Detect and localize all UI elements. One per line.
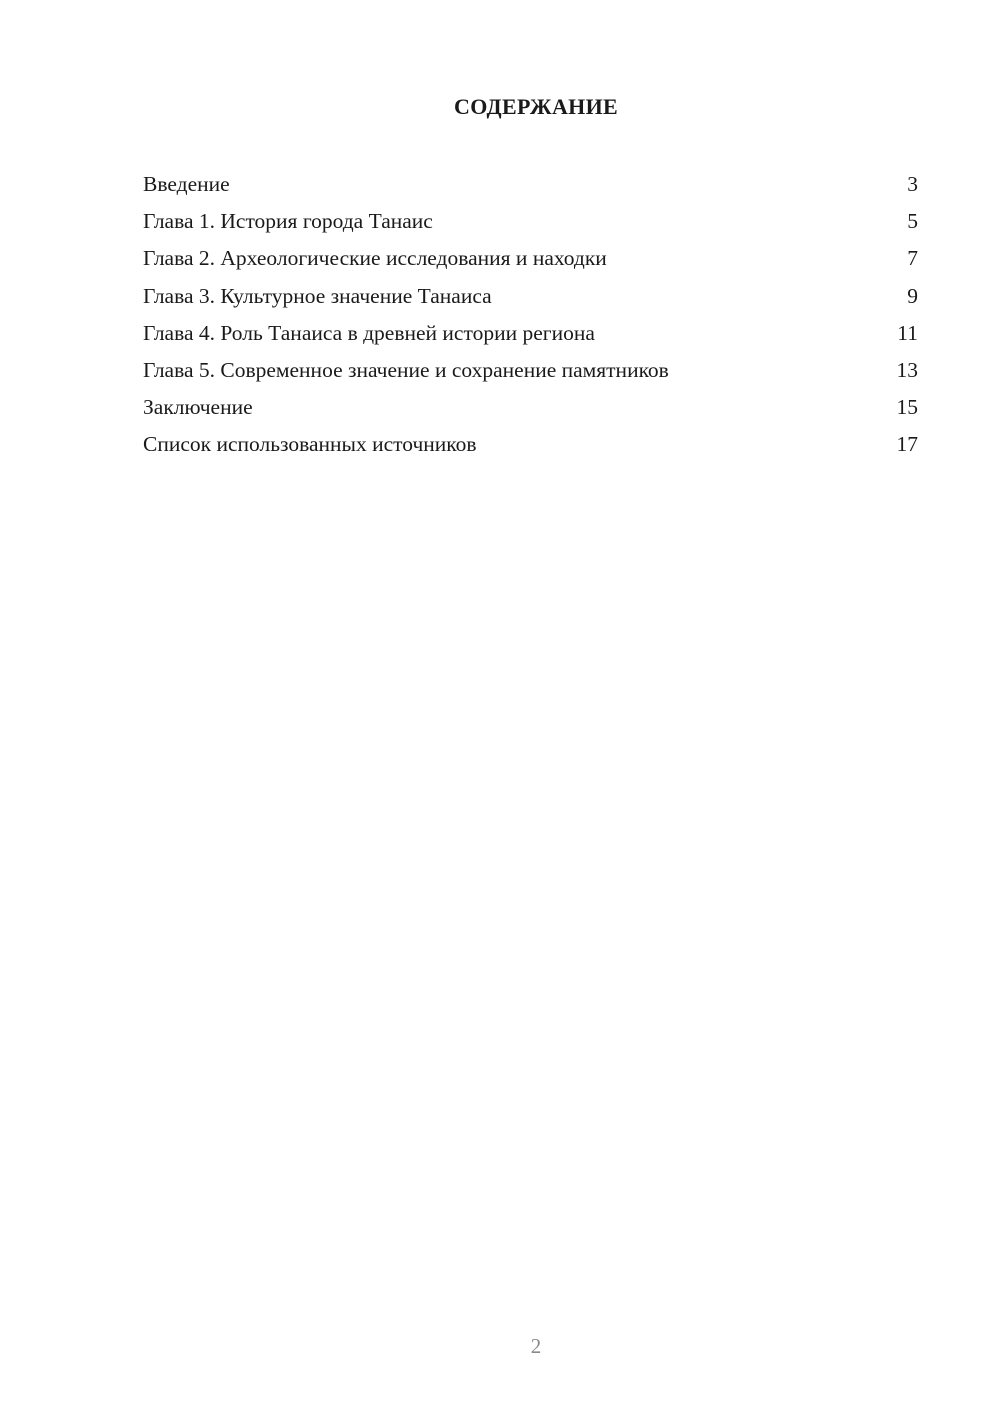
toc-entry-page: 11	[897, 320, 918, 345]
page-number: 2	[530, 1334, 542, 1358]
toc-entry-chapter-3	[143, 281, 918, 318]
toc-entry-label: Список использованных источников	[143, 432, 477, 457]
toc-entry-label: Глава 1. История города Танаис	[143, 209, 433, 234]
toc-entry-page: 5	[907, 209, 918, 234]
toc-entry-introduction	[143, 169, 918, 206]
toc-entry-page: 13	[896, 357, 918, 382]
toc-entry-label: Глава 5. Современное значение и сохранение памятников	[143, 357, 669, 382]
page-title: СОДЕРЖАНИЕ	[454, 94, 618, 119]
toc-entry-chapter-1	[143, 206, 918, 243]
toc-entry-chapter-5	[143, 355, 918, 392]
toc-entry-label: Глава 3. Культурное значение Танаиса	[143, 283, 492, 308]
toc-entry-page: 17	[896, 432, 918, 457]
toc-entry-conclusion	[143, 392, 918, 429]
toc-entry-page: 9	[907, 283, 918, 308]
toc-entry-label: Введение	[143, 172, 230, 196]
toc-entry-chapter-4	[143, 318, 918, 355]
toc-entry-page: 15	[896, 395, 918, 420]
toc-entry-page: 7	[907, 246, 918, 271]
toc-entry-chapter-2	[143, 243, 918, 280]
toc-entry-label: Глава 2. Археологические исследования и находки	[143, 246, 607, 271]
table-of-contents	[143, 169, 918, 467]
toc-entry-label: Заключение	[143, 395, 253, 420]
toc-entry-page: 3	[907, 172, 918, 196]
toc-entry-references	[143, 429, 918, 466]
toc-entry-label: Глава 4. Роль Танаиса в древней истории региона	[143, 320, 595, 345]
